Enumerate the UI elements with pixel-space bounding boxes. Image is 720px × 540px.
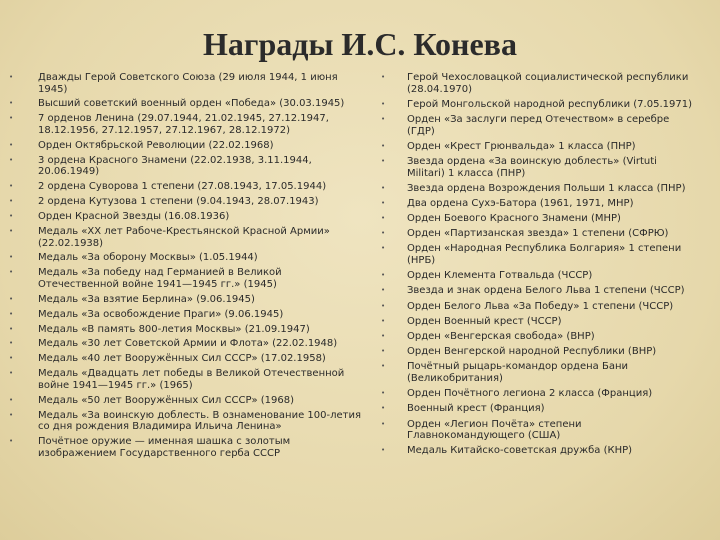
list-item bbox=[9, 308, 363, 321]
bullet-icon: • bbox=[9, 339, 14, 348]
list-item bbox=[381, 243, 697, 267]
bullet-icon: • bbox=[9, 309, 14, 318]
list-item bbox=[9, 139, 363, 152]
list-item bbox=[9, 113, 363, 136]
list-item-text: Медаль «40 лет Вооружённых Сил СССР» (17.02.1958) bbox=[38, 353, 326, 365]
bullet-icon: • bbox=[9, 354, 14, 363]
list-item bbox=[381, 213, 697, 225]
list-item bbox=[381, 140, 697, 153]
list-item bbox=[9, 267, 363, 290]
list-item-text: Орден «Крест Грюнвальда» 1 класса (ПНР) bbox=[407, 140, 636, 152]
list-item bbox=[381, 98, 697, 111]
bullet-icon: • bbox=[9, 410, 14, 419]
list-item-text: Орден «Легион Почёта» степени Главнокомандующего (США) bbox=[407, 418, 582, 442]
bullet-icon: • bbox=[9, 268, 14, 277]
list-item-text: Медаль «В память 800-летия Москвы» (21.09.1947) bbox=[38, 323, 310, 335]
bullet-icon: • bbox=[381, 214, 386, 223]
list-item-text: Орден «Венгерская свобода» (ВНР) bbox=[407, 331, 595, 342]
list-item bbox=[381, 361, 697, 384]
list-item bbox=[381, 113, 697, 137]
bullet-icon: • bbox=[381, 301, 386, 310]
list-item bbox=[9, 368, 363, 391]
bullet-icon: • bbox=[381, 198, 386, 207]
list-item bbox=[381, 270, 697, 282]
bullet-icon: • bbox=[381, 404, 386, 413]
bullet-icon: • bbox=[381, 332, 386, 340]
list-item-text: Медаль «За оборону Москвы» (1.05.1944) bbox=[38, 252, 258, 264]
list-item bbox=[381, 418, 697, 442]
bullet-icon: • bbox=[9, 395, 14, 404]
list-item bbox=[381, 228, 697, 240]
list-item bbox=[381, 197, 697, 210]
bullet-icon: • bbox=[9, 197, 14, 206]
list-item-text: Почётное оружие — именная шашка с золотым изображением Государственного герба СССР bbox=[38, 436, 291, 459]
page-title: Награды И.С. Конева bbox=[203, 26, 517, 62]
list-item-text: Орден Боевого Красного Знамени (МНР) bbox=[407, 213, 621, 225]
list-item bbox=[9, 154, 363, 178]
bullet-icon: • bbox=[381, 446, 386, 455]
list-item bbox=[9, 293, 363, 306]
bullet-icon: • bbox=[9, 140, 14, 149]
bullet-icon: • bbox=[381, 347, 386, 356]
bullet-icon: • bbox=[9, 73, 14, 81]
list-item bbox=[381, 155, 697, 179]
bullet-icon: • bbox=[381, 316, 386, 325]
list-item bbox=[381, 403, 697, 415]
list-item-text: Медаль Китайско-советская дружба (КНР) bbox=[407, 445, 633, 457]
bullet-icon: • bbox=[9, 155, 14, 164]
list-item-text: Орден Красной Звезды (16.08.1936) bbox=[38, 211, 230, 223]
bullet-icon: • bbox=[9, 294, 14, 303]
list-item-text: Звезда ордена Возрождения Польши 1 класса (ПНР) bbox=[407, 182, 686, 194]
list-item bbox=[9, 225, 363, 249]
list-item bbox=[9, 323, 363, 336]
list-item-text: 2 ордена Суворова 1 степени (27.08.1943, 17.05.1944) bbox=[38, 181, 327, 193]
awards-list-soviet bbox=[9, 72, 363, 463]
bullet-icon: • bbox=[381, 244, 386, 253]
bullet-icon: • bbox=[381, 99, 386, 108]
bullet-icon: • bbox=[9, 324, 14, 333]
bullet-icon: • bbox=[9, 182, 14, 191]
list-item-text: Звезда ордена «За воинскую доблесть» (Virtuti Militari) 1 класса (ПНР) bbox=[407, 155, 657, 179]
list-item-text: Медаль «За победу над Германией в Великой Отечественной войне 1941—1945 гг.» (1945) bbox=[38, 267, 282, 290]
list-item-text: 2 ордена Кутузова 1 степени (9.04.1943, 28.07.1943) bbox=[38, 196, 319, 208]
list-item-text: 3 ордена Красного Знамени (22.02.1938, 3.11.1944, 20.06.1949) bbox=[38, 154, 312, 178]
list-item-text: Орден Клемента Готвальда (ЧССР) bbox=[407, 270, 593, 282]
list-item bbox=[9, 196, 363, 208]
list-item-text: Медаль «30 лет Советской Армии и Флота» (22.02.1948) bbox=[38, 338, 338, 350]
list-item-text: Орден Венгерской народной Республики (ВНР) bbox=[407, 346, 657, 358]
bullet-icon: • bbox=[9, 369, 14, 378]
list-item-text: Военный крест (Франция) bbox=[407, 403, 545, 415]
list-item bbox=[9, 72, 363, 95]
bullet-icon: • bbox=[381, 389, 386, 398]
list-item bbox=[9, 353, 363, 365]
bullet-icon: • bbox=[381, 362, 386, 371]
list-item bbox=[9, 98, 363, 110]
bullet-icon: • bbox=[381, 419, 386, 428]
list-item bbox=[381, 331, 697, 343]
list-item-text: Медаль «За освобождение Праги» (9.06.1945) bbox=[38, 308, 284, 320]
list-item-text: Высший советский военный орден «Победа» (30.03.1945) bbox=[38, 98, 345, 110]
list-item-text: Медаль «За воинскую доблесть. В ознаменование 100-летия со дня рождения Владимира Ильича Ленина» bbox=[38, 409, 362, 433]
list-item-text: Орден «За заслуги перед Отечеством» в серебре (ГДР) bbox=[407, 113, 670, 137]
bullet-icon: • bbox=[9, 99, 14, 108]
list-item-text: Герой Монгольской народной республики (7.05.1971) bbox=[407, 98, 692, 110]
list-item bbox=[9, 338, 363, 350]
list-item-text: Медаль «50 лет Вооружённых Сил СССР» (1968) bbox=[38, 394, 295, 406]
list-item bbox=[381, 388, 697, 400]
bullet-icon: • bbox=[381, 73, 386, 81]
bullet-icon: • bbox=[381, 141, 386, 150]
list-item bbox=[381, 300, 697, 313]
bullet-icon: • bbox=[381, 183, 386, 192]
list-item-text: Орден Почётного легиона 2 класса (Франция) bbox=[407, 388, 653, 400]
list-item bbox=[9, 252, 363, 264]
list-item-text: 7 орденов Ленина (29.07.1944, 21.02.1945, 27.12.1947, 18.12.1956, 27.12.1957, 27.12.1967, 28.12.1972) bbox=[38, 113, 329, 136]
awards-list-foreign bbox=[381, 72, 697, 461]
list-item bbox=[9, 211, 363, 223]
list-item bbox=[381, 182, 697, 195]
bullet-icon: • bbox=[9, 253, 14, 262]
list-item-text: Два ордена Сухэ-Батора (1961, 1971, МНР) bbox=[407, 197, 634, 209]
bullet-icon: • bbox=[9, 114, 14, 123]
list-item-text: Медаль «XX лет Рабоче-Крестьянской Красной Армии» (22.02.1938) bbox=[38, 225, 330, 249]
bullet-icon: • bbox=[381, 271, 386, 280]
list-item-text: Орден «Народная Республика Болгария» 1 степени (НРБ) bbox=[407, 243, 682, 267]
list-item bbox=[9, 394, 363, 407]
bullet-icon: • bbox=[381, 114, 386, 123]
list-item-text: Медаль «За взятие Берлина» (9.06.1945) bbox=[38, 293, 255, 305]
list-item bbox=[381, 315, 697, 328]
list-item-text: Орден Военный крест (ЧССР) bbox=[407, 315, 562, 327]
list-item-text: Почётный рыцарь-командор ордена Бани (Великобритания) bbox=[407, 361, 628, 384]
list-item bbox=[381, 285, 697, 297]
bullet-icon: • bbox=[9, 437, 14, 446]
list-item-text: Орден Октябрьской Революции (22.02.1968) bbox=[38, 139, 274, 151]
bullet-icon: • bbox=[9, 212, 14, 221]
list-item-text: Звезда и знак ордена Белого Льва 1 степени (ЧССР) bbox=[407, 285, 685, 297]
list-item bbox=[9, 181, 363, 193]
bullet-icon: • bbox=[381, 229, 386, 238]
list-item bbox=[9, 436, 363, 459]
list-item bbox=[381, 346, 697, 358]
list-item bbox=[381, 445, 697, 457]
list-item-text: Герой Чехословацкой социалистической республики (28.04.1970) bbox=[407, 72, 689, 95]
list-item-text: Медаль «Двадцать лет победы в Великой Отечественной войне 1941—1945 гг.» (1965) bbox=[38, 368, 345, 391]
list-item bbox=[381, 72, 697, 95]
list-item-text: Дважды Герой Советского Союза (29 июля 1944, 1 июня 1945) bbox=[38, 72, 338, 95]
list-item-text: Орден «Партизанская звезда» 1 степени (СФРЮ) bbox=[407, 228, 669, 240]
bullet-icon: • bbox=[381, 286, 386, 295]
list-item bbox=[9, 409, 363, 433]
list-item-text: Орден Белого Льва «За Победу» 1 степени (ЧССР) bbox=[407, 300, 674, 312]
bullet-icon: • bbox=[9, 226, 14, 235]
bullet-icon: • bbox=[381, 156, 386, 165]
